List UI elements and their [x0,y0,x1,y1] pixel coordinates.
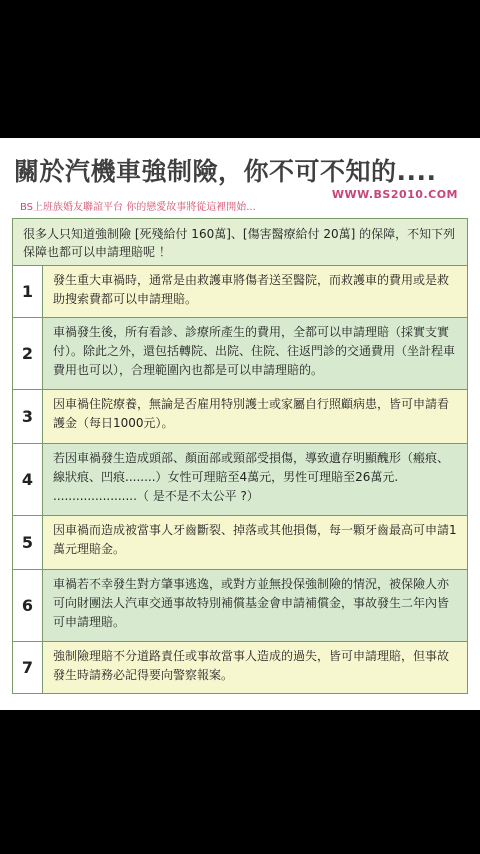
row-text: 發生重大車禍時，通常是由救護車將傷者送至醫院，而救護車的費用或是救助搜索費都可以申請理賠。 [43,266,467,317]
row-text: 車禍發生後，所有看診、診療所產生的費用，全都可以申請理賠（採實支實付）。除此之外，還包括轉院、出院、住院、往返門診的交通費用（坐計程車費用也可以），合理範圍內也都是可以申請理賠的。 [43,318,467,389]
subtitle: BS上班族婚友聯誼平台 你的戀愛故事將從這裡開始... [20,202,256,213]
row-text: 因車禍住院療養，無論是否雇用特別護士或家屬自行照顧病患，皆可申請看護金（每日1000元）。 [43,390,467,443]
table-row [12,570,468,642]
row-text: 因車禍而造成被當事人牙齒斷裂、掉落或其他損傷，每一顆牙齒最高可申請1萬元理賠金。 [43,516,467,569]
items-table [12,266,468,694]
table-row [12,642,468,694]
page-title: 關於汽機車強制險，你不可不知的.... [14,157,437,186]
row-number: 6 [13,570,43,641]
table-row [12,266,468,318]
row-text: 若因車禍發生造成頭部、顏面部或頸部受損傷，導致遺存明顯醜形（瘢痕、線狀痕、凹痕........）女性可理賠至4萬元，男性可理賠至26萬元. ......................（ 是不是不太公平 ?） [43,444,467,515]
intro-box: 很多人只知道強制險 [死殘給付 160萬]、[傷害醫療給付 20萬] 的保障，不知下列保障也都可以申請理賠呢 ！ [12,218,468,266]
table-row [12,390,468,444]
row-number: 3 [13,390,43,443]
row-number: 1 [13,266,43,317]
row-number: 4 [13,444,43,515]
site-url: WWW.BS2010.COM [331,188,458,201]
table-row [12,444,468,516]
table-row [12,516,468,570]
row-number: 7 [13,642,43,693]
row-text: 車禍若不幸發生對方肇事逃逸，或對方並無投保強制險的情況，被保險人亦可向財團法人汽車交通事故特別補償基金會申請補償金，事故發生二年內皆可申請理賠。 [43,570,467,641]
row-text: 強制險理賠不分道路責任或事故當事人造成的過失，皆可申請理賠，但事故發生時請務必記得要向警察報案。 [43,642,467,693]
table-row [12,318,468,390]
row-number: 2 [13,318,43,389]
infographic-card [0,138,480,710]
row-number: 5 [13,516,43,569]
